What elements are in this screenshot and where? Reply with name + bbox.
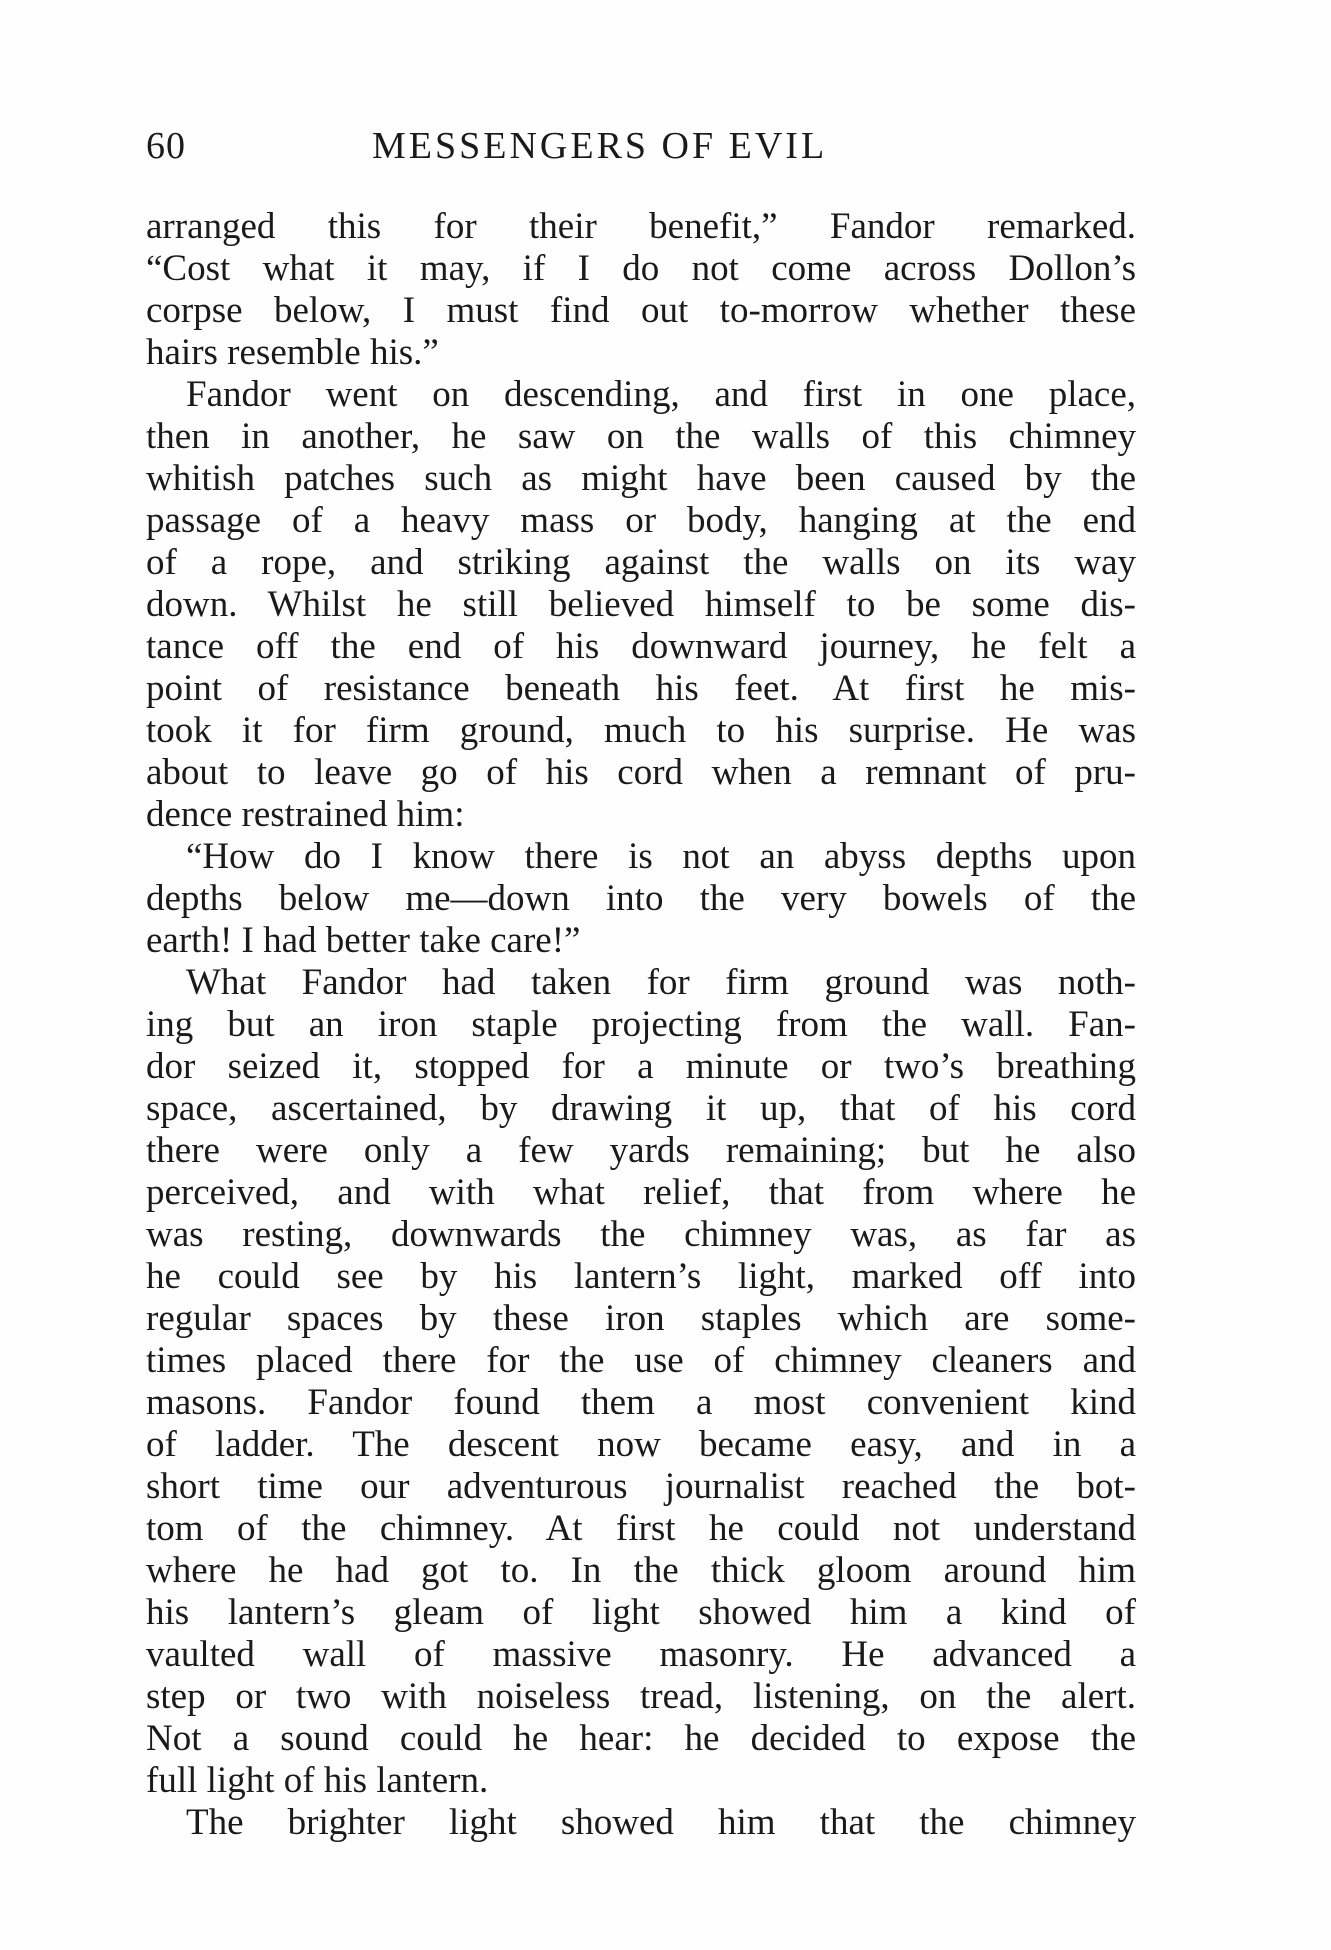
text-line: dence restrained him: xyxy=(146,794,465,835)
text-line: he could see by his lantern’s light, marked off into xyxy=(146,1256,1136,1297)
text-line: whitish patches such as might have been caused by the xyxy=(146,458,1136,499)
text-line: times placed there for the use of chimney cleaners and xyxy=(146,1340,1136,1381)
text-line: What Fandor had taken for firm ground was noth- xyxy=(186,962,1136,1003)
text-line: there were only a few yards remaining; but he also xyxy=(146,1130,1136,1171)
text-line: hairs resemble his.” xyxy=(146,332,439,373)
text-line: his lantern’s gleam of light showed him a kind of xyxy=(146,1592,1136,1633)
text-line: of a rope, and striking against the walls on its way xyxy=(146,542,1136,583)
text-line: space, ascertained, by drawing it up, that of his cord xyxy=(146,1088,1136,1129)
text-line: regular spaces by these iron staples which are some- xyxy=(146,1298,1136,1339)
text-line: Fandor went on descending, and first in one place, xyxy=(186,374,1136,415)
body-text xyxy=(146,206,1136,1844)
text-line: down. Whilst he still believed himself to be some dis- xyxy=(146,584,1136,625)
text-line: masons. Fandor found them a most convenient kind xyxy=(146,1382,1136,1423)
text-line: was resting, downwards the chimney was, as far as xyxy=(146,1214,1136,1255)
text-line: where he had got to. In the thick gloom around him xyxy=(146,1550,1136,1591)
text-line: Not a sound could he hear: he decided to expose the xyxy=(146,1718,1136,1759)
text-line: depths below me—down into the very bowels of the xyxy=(146,878,1136,919)
running-title: MESSENGERS OF EVIL xyxy=(372,125,828,167)
text-line: corpse below, I must find out to-morrow whether these xyxy=(146,290,1136,331)
text-line: dor seized it, stopped for a minute or two’s breathing xyxy=(146,1046,1136,1087)
text-line: about to leave go of his cord when a remnant of pru- xyxy=(146,752,1136,793)
text-line: tom of the chimney. At first he could not understand xyxy=(146,1508,1136,1549)
running-head xyxy=(146,118,1136,174)
text-line: short time our adventurous journalist reached the bot- xyxy=(146,1466,1136,1507)
text-line: tance off the end of his downward journey, he felt a xyxy=(146,626,1136,667)
text-line: passage of a heavy mass or body, hanging at the end xyxy=(146,500,1136,541)
text-line: “Cost what it may, if I do not come across Dollon’s xyxy=(146,248,1136,289)
page-number: 60 xyxy=(146,125,186,167)
text-line: perceived, and with what relief, that from where he xyxy=(146,1172,1136,1213)
text-line: “How do I know there is not an abyss depths upon xyxy=(186,836,1136,877)
text-line: ing but an iron staple projecting from the wall. Fan- xyxy=(146,1004,1136,1045)
text-line: full light of his lantern. xyxy=(146,1760,489,1801)
text-line: point of resistance beneath his feet. At first he mis- xyxy=(146,668,1136,709)
text-line: took it for firm ground, much to his surprise. He was xyxy=(146,710,1136,751)
text-line: step or two with noiseless tread, listening, on the alert. xyxy=(146,1676,1136,1717)
text-line: then in another, he saw on the walls of this chimney xyxy=(146,416,1136,457)
text-line: arranged this for their benefit,” Fandor remarked. xyxy=(146,206,1136,247)
text-line: vaulted wall of massive masonry. He advanced a xyxy=(146,1634,1136,1675)
text-line: The brighter light showed him that the chimney xyxy=(186,1802,1136,1843)
text-line: earth! I had better take care!” xyxy=(146,920,581,961)
text-line: of ladder. The descent now became easy, and in a xyxy=(146,1424,1136,1465)
